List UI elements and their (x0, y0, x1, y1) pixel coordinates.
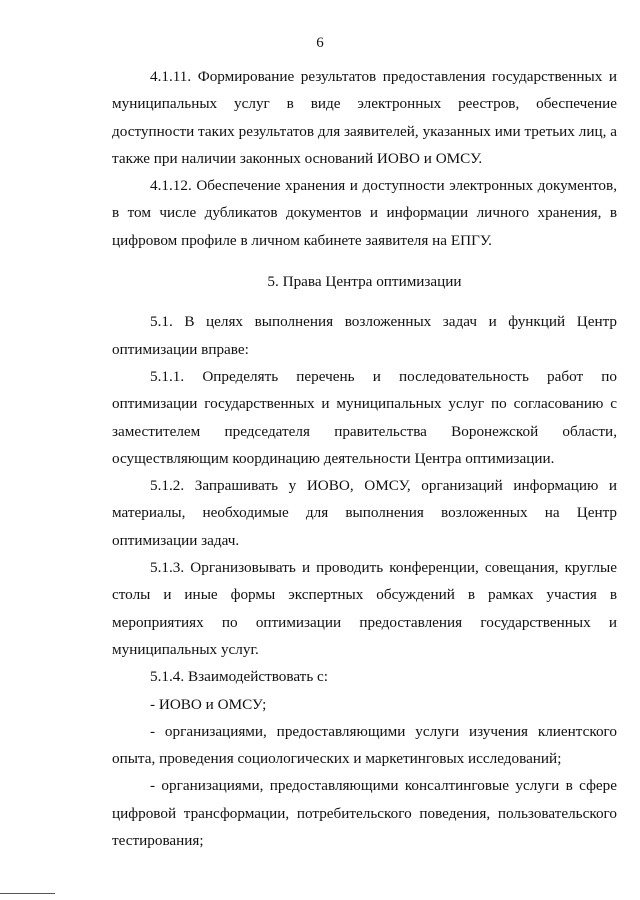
section-heading: 5. Права Центра оптимизации (267, 273, 462, 291)
paragraph-5-1-2: 5.1.2. Запрашивать у ИОВО, ОМСУ, организаций информацию и материалы, необходимые для выполнения возложенных на Центр оптимизации задач. (112, 477, 617, 549)
paragraph-4-1-12: 4.1.12. Обеспечение хранения и доступности электронных документов, в том числе дубликатов документов и информации личного хранения, в цифровом профиле в личном кабинете заявителя на ЕПГУ. (112, 177, 617, 249)
paragraph-5-1-1: 5.1.1. Определять перечень и последовательность работ по оптимизации государственных и муниципальных услуг по согласованию с заместителем председателя правительства Воронежской области, осуществляющим координацию деятельности Центра оптимизации. (112, 367, 617, 467)
paragraph-4-1-11: 4.1.11. Формирование результатов предоставления государственных и муниципальных услуг в виде электронных реестров, обеспечение доступности таких результатов для заявителей, указанных ими третьих лиц, а также при наличии законных оснований ИОВО и ОМСУ. (112, 68, 617, 167)
paragraph-5-1: 5.1. В целях выполнения возложенных задач и функций Центр оптимизации вправе: (112, 313, 617, 358)
list-item-iovo-omsu: - ИОВО и ОМСУ; (150, 695, 267, 713)
document-body (112, 63, 617, 854)
footer-rule (0, 893, 55, 894)
paragraph-5-1-4: 5.1.4. Взаимодействовать с: (150, 668, 329, 686)
page-number: 6 (316, 35, 324, 51)
list-item-client-experience-orgs: - организациями, предоставляющими услуги изучения клиентского опыта, проведения социологических и маркетинговых исследований; (112, 722, 617, 768)
list-item-consulting-orgs: - организациями, предоставляющими консалтинговые услуги в сфере цифровой трансформации, потребительского поведения, пользовательского тестирования; (112, 777, 617, 850)
paragraph-5-1-3: 5.1.3. Организовывать и проводить конференции, совещания, круглые столы и иные формы экспертных обсуждений в рамках участия в мероприятиях по оптимизации предоставления государственных и муниципальных услуг. (112, 559, 617, 658)
